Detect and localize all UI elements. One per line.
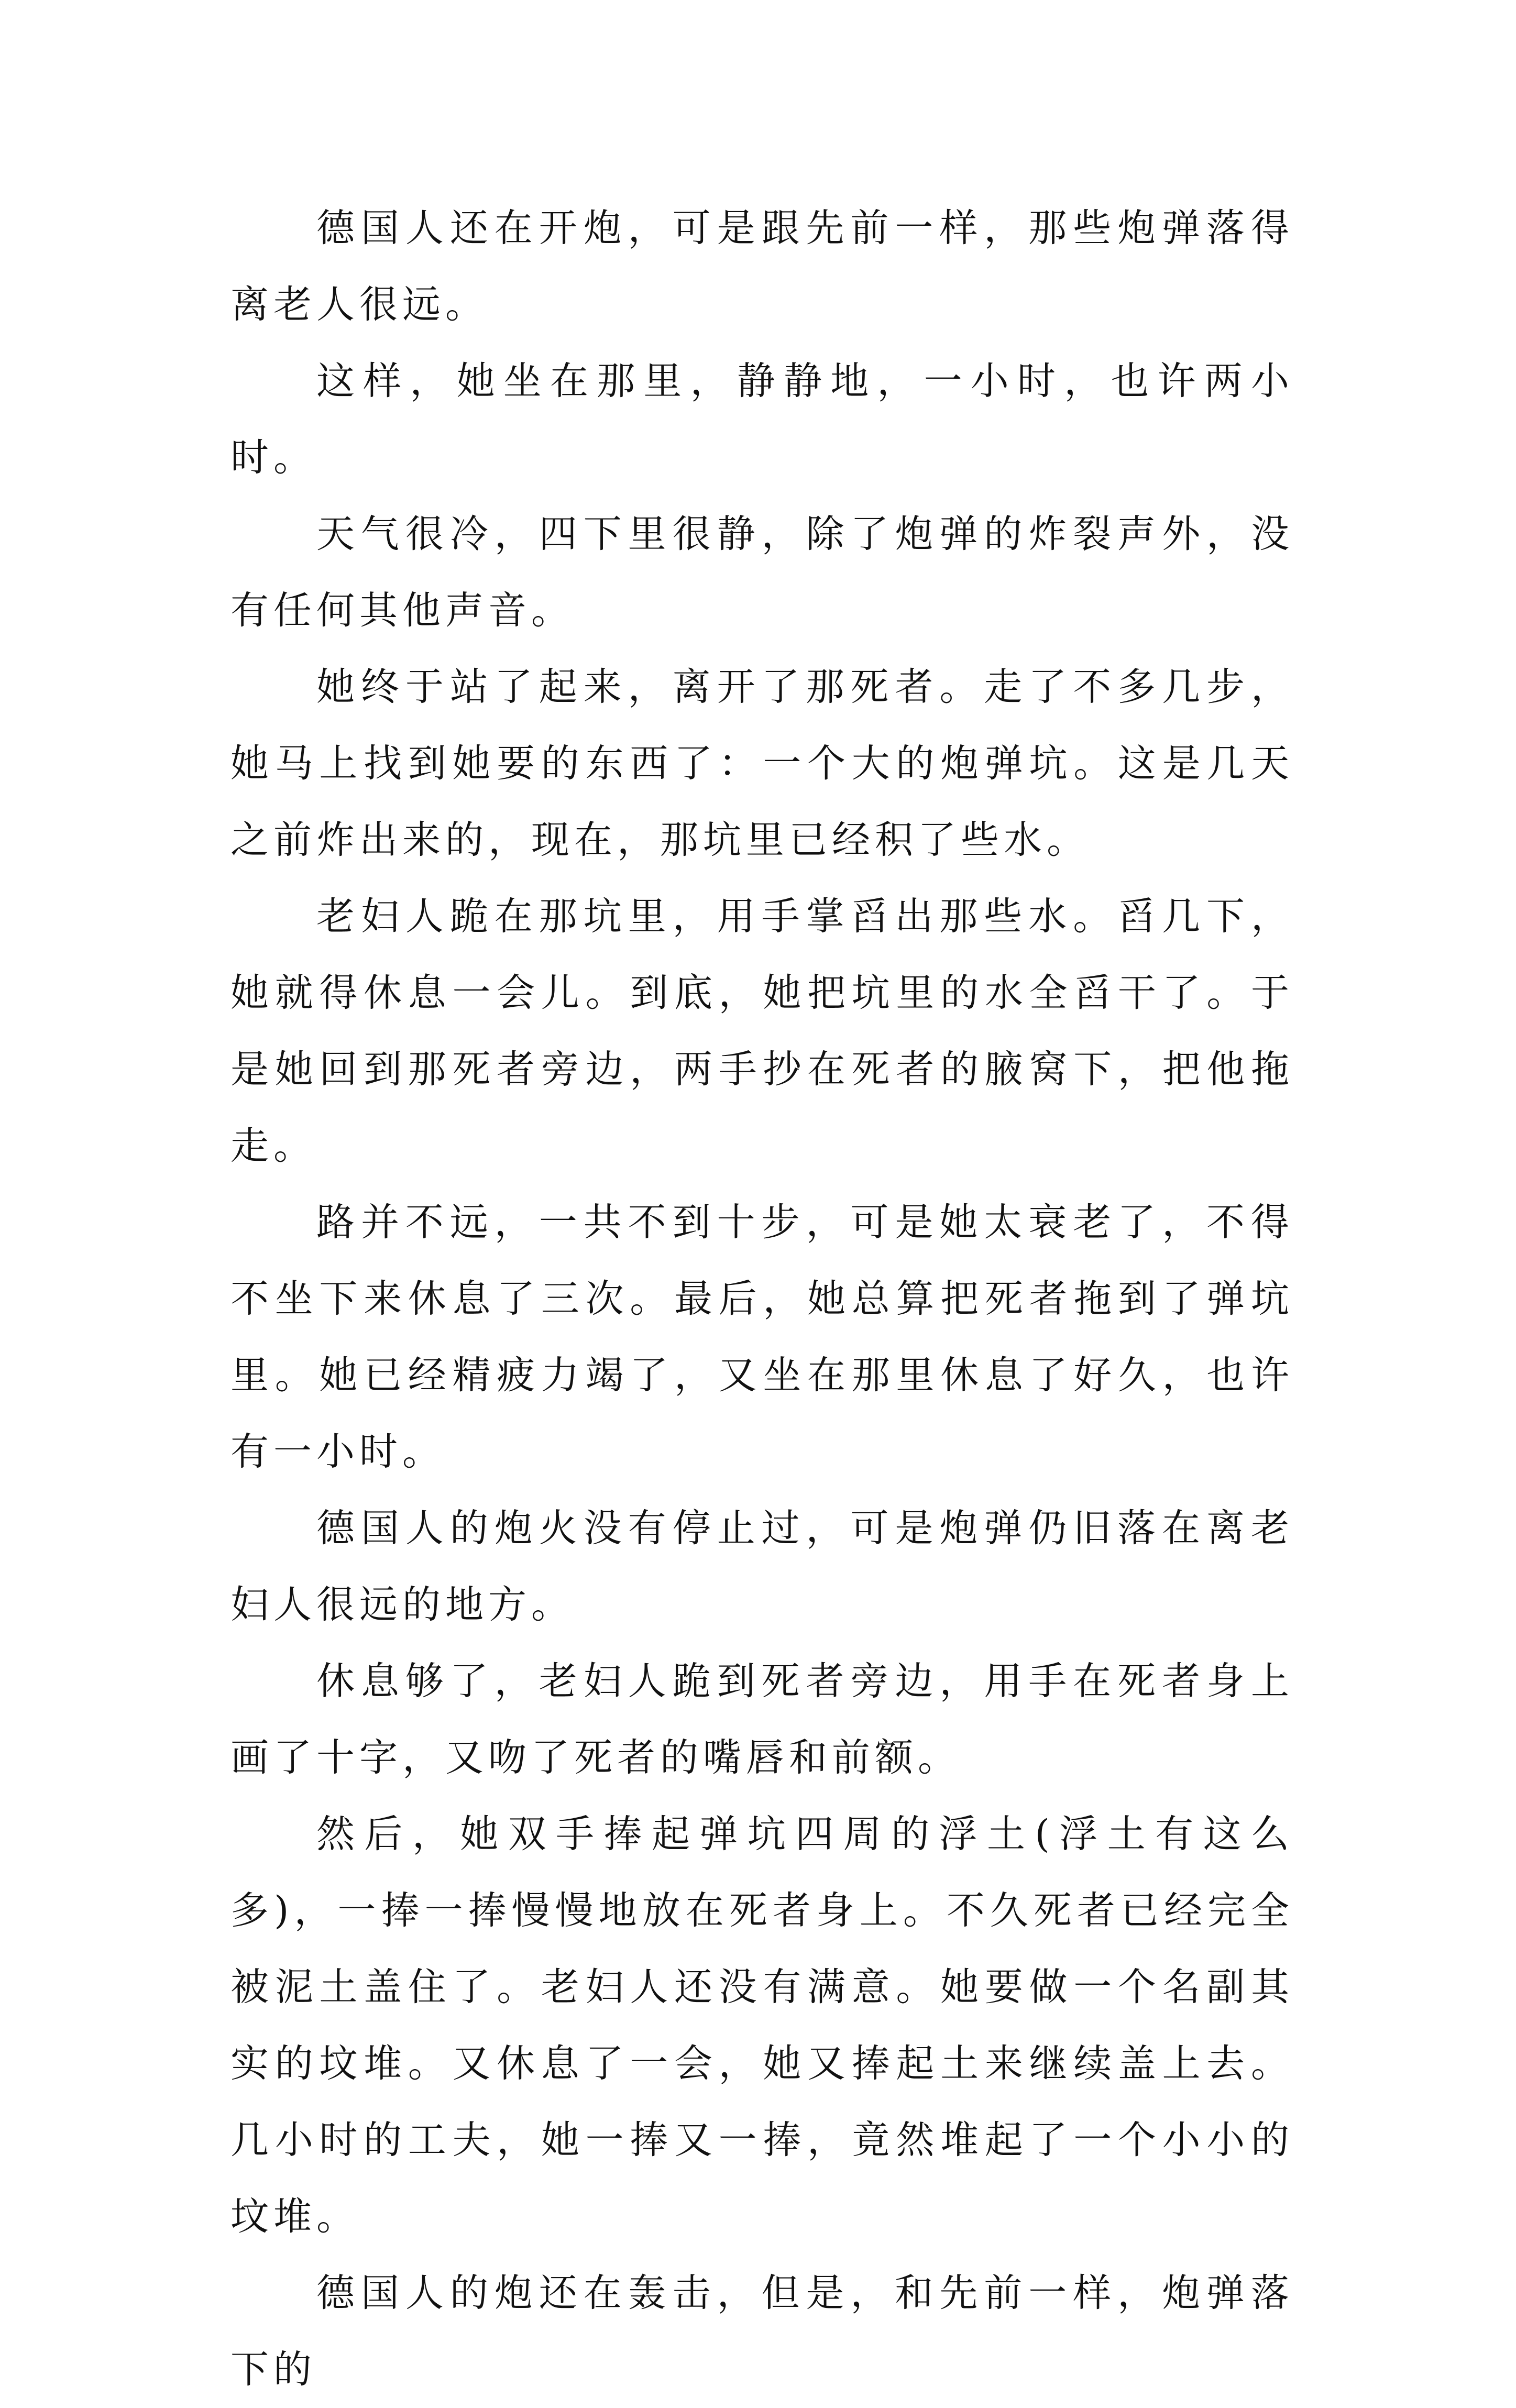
paragraph-8: 休息够了，老妇人跪到死者旁边，用手在死者身上画了十字，又吻了死者的嘴唇和前额。 [230,1659,1294,1780]
paragraph-6: 路并不远，一共不到十步，可是她太衰老了，不得不坐下来休息了三次。最后，她总算把死者拖到了弹坑里。她已经精疲力竭了，又坐在那里休息了好久，也许有一小时。 [230,1200,1294,1474]
paragraph-1: 德国人还在开炮，可是跟先前一样，那些炮弹落得离老人很远。 [230,206,1294,327]
paragraph-5: 老妇人跪在那坑里，用手掌舀出那些水。舀几下，她就得休息一会儿。到底，她把坑里的水全舀干了。于是她回到那死者旁边，两手抄在死者的腋窝下，把他拖走。 [230,894,1294,1168]
paragraph-4: 她终于站了起来，离开了那死者。走了不多几步，她马上找到她要的东西了：一个大的炮弹坑。这是几天之前炸出来的，现在，那坑里已经积了些水。 [230,665,1294,862]
paragraph-10: 德国人的炮还在轰击，但是，和先前一样，炮弹落下的 [230,2271,1294,2392]
paragraph-7: 德国人的炮火没有停止过，可是炮弹仍旧落在离老妇人很远的地方。 [230,1506,1294,1627]
paragraph-9: 然后，她双手捧起弹坑四周的浮土(浮土有这么多)，一捧一捧慢慢地放在死者身上。不久死者已经完全被泥土盖住了。老妇人还没有满意。她要做一个名副其实的坟堆。又休息了一会，她又捧起土来继续盖上去。几小时的工夫，她一捧又一捧，竟然堆起了一个小小的坟堆。 [230,1812,1294,2239]
paragraph-3: 天气很冷，四下里很静，除了炮弹的炸裂声外，没有任何其他声音。 [230,512,1294,633]
body-text [230,190,1294,2408]
paragraph-2: 这样，她坐在那里，静静地，一小时，也许两小时。 [230,359,1294,480]
